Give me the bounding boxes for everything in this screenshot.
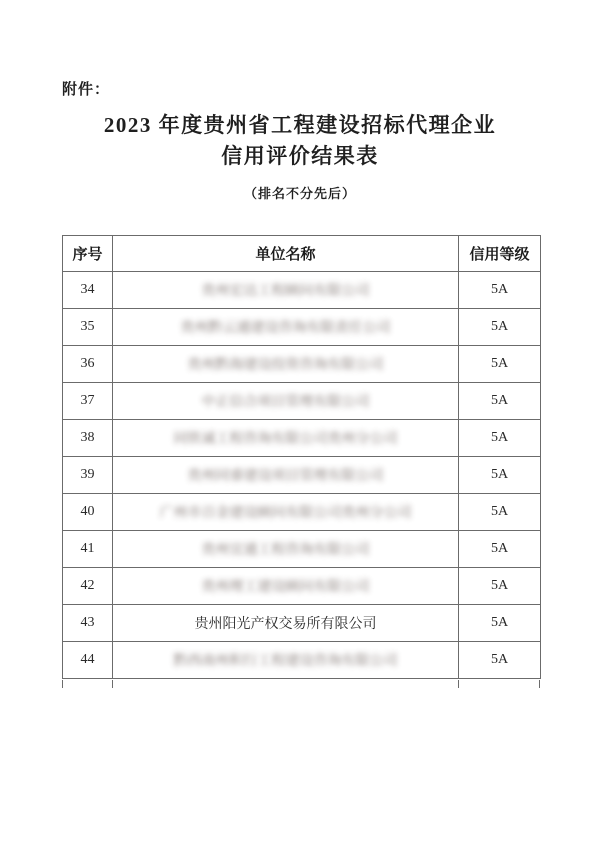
serial-number-cell: 35 bbox=[63, 309, 113, 346]
page-title bbox=[0, 110, 600, 172]
unit-name-text: 贵州宜通工程咨询有限公司 bbox=[201, 543, 370, 558]
header-unit-name: 单位名称 bbox=[113, 236, 459, 272]
serial-number-cell: 41 bbox=[63, 531, 113, 568]
unit-name-text: 同铁诚工程咨询有限公司贵州分公司 bbox=[173, 432, 398, 447]
table-row bbox=[63, 531, 541, 568]
credit-rating-cell: 5A bbox=[459, 346, 541, 383]
credit-rating-cell: 5A bbox=[459, 494, 541, 531]
serial-number-cell: 39 bbox=[63, 457, 113, 494]
table-row bbox=[63, 383, 541, 420]
serial-number-cell: 43 bbox=[63, 605, 113, 642]
unit-name-text: 贵州宏达工程顾问有限公司 bbox=[201, 284, 370, 299]
unit-name-cell bbox=[113, 568, 459, 605]
page-subtitle: （排名不分先后） bbox=[243, 186, 356, 201]
serial-number-cell: 36 bbox=[63, 346, 113, 383]
unit-name-text: 黔西南州积行工程建设咨询有限公司 bbox=[173, 654, 398, 669]
unit-name-text: 中正信合项目管理有限公司 bbox=[201, 395, 370, 410]
serial-number-cell: 38 bbox=[63, 420, 113, 457]
cutoff-row-border-left bbox=[62, 680, 63, 688]
unit-name-cell bbox=[113, 420, 459, 457]
table-row bbox=[63, 642, 541, 679]
serial-number-cell: 42 bbox=[63, 568, 113, 605]
table-header-row bbox=[63, 236, 541, 272]
cutoff-row-border-col2 bbox=[458, 680, 459, 688]
table-row bbox=[63, 494, 541, 531]
unit-name-cell bbox=[113, 383, 459, 420]
cutoff-row-border-right bbox=[539, 680, 540, 688]
unit-name-text: 贵州黔海建设投资咨询有限公司 bbox=[187, 358, 384, 373]
serial-number-cell: 40 bbox=[63, 494, 113, 531]
unit-name-cell bbox=[113, 642, 459, 679]
page-title-line2: 信用评价结果表 bbox=[221, 144, 379, 168]
credit-rating-table bbox=[62, 235, 541, 679]
credit-rating-cell: 5A bbox=[459, 457, 541, 494]
credit-rating-cell: 5A bbox=[459, 272, 541, 309]
credit-rating-cell: 5A bbox=[459, 531, 541, 568]
unit-name-cell bbox=[113, 309, 459, 346]
table-row bbox=[63, 605, 541, 642]
table-row bbox=[63, 457, 541, 494]
credit-rating-cell: 5A bbox=[459, 568, 541, 605]
unit-name-text: 贵州理工建设顾问有限公司 bbox=[201, 580, 370, 595]
table-row bbox=[63, 568, 541, 605]
page-title-line1: 2023 年度贵州省工程建设招标代理企业 bbox=[103, 113, 497, 137]
unit-name-text: 广州市百金建设顾问有限公司贵州分公司 bbox=[159, 506, 412, 521]
attachment-label: 附件： bbox=[62, 82, 111, 98]
credit-rating-cell: 5A bbox=[459, 383, 541, 420]
credit-rating-cell: 5A bbox=[459, 309, 541, 346]
header-credit-rating: 信用等级 bbox=[459, 236, 541, 272]
serial-number-cell: 44 bbox=[63, 642, 113, 679]
unit-name-text: 贵州黔云通建设咨询有限责任公司 bbox=[180, 321, 391, 336]
unit-name-text: 贵州同睿建设项目管理有限公司 bbox=[187, 469, 384, 484]
serial-number-cell: 34 bbox=[63, 272, 113, 309]
unit-name-cell bbox=[113, 346, 459, 383]
unit-name-cell bbox=[113, 531, 459, 568]
table-row bbox=[63, 309, 541, 346]
table-row bbox=[63, 420, 541, 457]
unit-name-cell bbox=[113, 605, 459, 642]
credit-rating-cell: 5A bbox=[459, 420, 541, 457]
unit-name-cell bbox=[113, 494, 459, 531]
header-serial-number: 序号 bbox=[63, 236, 113, 272]
unit-name-cell bbox=[113, 457, 459, 494]
unit-name-cell bbox=[113, 272, 459, 309]
unit-name-text: 贵州阳光产权交易所有限公司 bbox=[194, 617, 377, 632]
serial-number-cell: 37 bbox=[63, 383, 113, 420]
cutoff-row-border-col1 bbox=[112, 680, 113, 688]
table-row bbox=[63, 272, 541, 309]
credit-rating-cell: 5A bbox=[459, 605, 541, 642]
credit-rating-cell: 5A bbox=[459, 642, 541, 679]
table-row bbox=[63, 346, 541, 383]
